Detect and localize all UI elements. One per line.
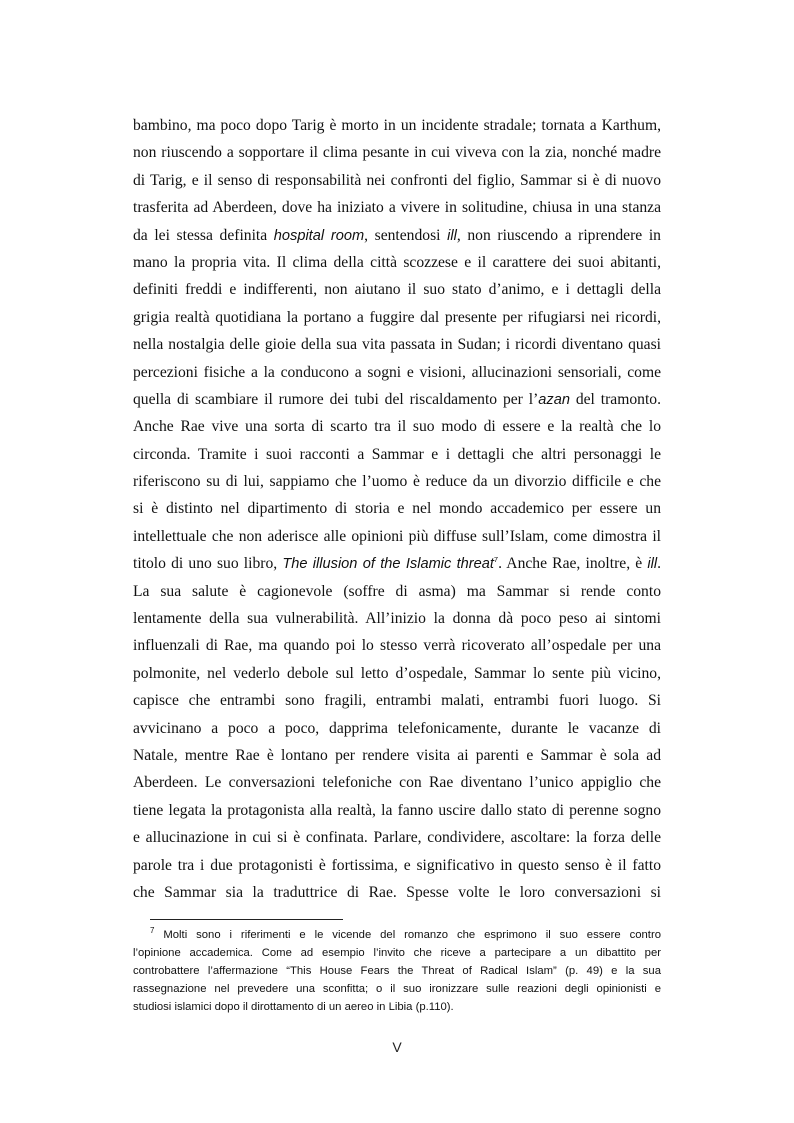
- text-run: , sentendosi: [364, 226, 441, 244]
- text-line: Natale, mentre Rae è lontano per rendere visita ai parenti e Sammar è sola ad: [133, 746, 661, 764]
- text-line: riferiscono su di lui, sappiamo che l’uomo è reduce da un divorzio difficile e che: [133, 473, 661, 491]
- text-line: si è distinto nel dipartimento di storia e nel mondo accademico per essere un: [133, 500, 661, 518]
- text-line: [133, 550, 661, 577]
- text-line: non riuscendo a sopportare il clima pesante in cui viveva con la zia, nonché madre: [133, 144, 661, 162]
- text-line: La sua salute è cagionevole (soffre di asma) ma Sammar si rende conto: [133, 582, 661, 600]
- text-line: nella nostalgia delle gioie della sua vita passata in Sudan; i ricordi diventano quasi: [133, 336, 661, 354]
- text-line: Anche Rae vive una sorta di scarto tra il suo modo di essere e la realtà che lo: [133, 418, 661, 436]
- footnote-number: 7: [150, 926, 155, 936]
- text-line: trasferita ad Aberdeen, dove ha iniziato a vivere in solitudine, chiusa in una stanza: [133, 199, 661, 217]
- text-line: influenzali di Rae, ma quando poi lo stesso verrà ricoverato all’ospedale per una: [133, 637, 661, 655]
- footnote-line: l’opinione accademica. Come ad esempio l’invito che riceve a partecipare a un dibattito per: [133, 946, 661, 959]
- text-run: .: [657, 555, 661, 573]
- footnote-7: [133, 927, 661, 1016]
- text-line: mano la propria vita. Il clima della città scozzese e il carattere dei suoi abitanti,: [133, 253, 661, 271]
- italic-term-azan: azan: [538, 391, 570, 408]
- italic-term-ill: ill: [647, 556, 658, 573]
- text-run: quella di scambiare il rumore dei tubi del riscaldamento per l’: [133, 390, 539, 408]
- text-run: del tramonto.: [575, 390, 661, 408]
- text-line: Aberdeen. Le conversazioni telefoniche con Rae diventano l’unico appiglio che: [133, 774, 661, 792]
- text-line: avvicinano a poco a poco, dapprima telefonicamente, durante le vacanze di: [133, 719, 661, 737]
- footnote-line: [133, 927, 661, 945]
- text-line: che Sammar sia la traduttrice di Rae. Spesse volte le loro conversazioni si: [133, 883, 661, 901]
- footnote-line: studiosi islamici dopo il dirottamento di un aereo in Libia (p.110).: [133, 1000, 454, 1013]
- page-number: V: [392, 1039, 402, 1055]
- italic-term-hospital-room: hospital room: [273, 227, 365, 244]
- text-line: polmonite, nel vederlo debole sul letto d’ospedale, Sammar lo sente più vicino,: [133, 664, 661, 682]
- footnote-separator: [150, 919, 343, 920]
- text-line: e allucinazione in cui si è confinata. Parlare, condividere, ascoltare: la forza delle: [133, 829, 661, 847]
- text-line: capisce che entrambi sono fragili, entrambi malati, entrambi fuori luogo. Si: [133, 692, 661, 710]
- footnote-line: controbattere l’affermazione “This House Fears the Threat of Radical Islam” (p. 49) e la sua: [133, 964, 661, 977]
- text-run: da lei stessa definita: [133, 226, 268, 244]
- text-line: circonda. Tramite i suoi racconti a Sammar e i dettagli che altri personaggi le: [133, 445, 661, 463]
- text-line: di Tarig, e il senso di responsabilità nei confronti del figlio, Sammar si è di nuovo: [133, 171, 661, 189]
- text-run: titolo di uno suo libro,: [133, 555, 278, 573]
- text-line: parole tra i due protagonisti è fortissima, e significativo in questo senso è il fatto: [133, 856, 661, 874]
- text-line: intellettuale che non aderisce alle opinioni più diffuse sull’Islam, come dimostra il: [133, 527, 661, 545]
- text-run: , non riuscendo a riprendere in: [456, 226, 661, 244]
- body-text: [133, 112, 661, 906]
- text-line: [133, 386, 661, 413]
- text-line: percezioni fisiche a la conducono a sogni e visioni, allucinazioni sensoriali, come: [133, 363, 661, 381]
- text-line: definiti freddi e indifferenti, non aiutano il suo stato d’animo, e i dettagli della: [133, 281, 661, 299]
- text-run: Molti sono i riferimenti e le vicende del romanzo che esprimono il suo essere contro: [163, 929, 661, 941]
- text-line: lentamente della sua vulnerabilità. All’inizio la donna dà poco peso ai sintomi: [133, 610, 661, 628]
- footnote-reference: 7: [493, 555, 499, 565]
- italic-term-ill: ill: [447, 227, 457, 244]
- italic-book-title: The illusion of the Islamic threat: [282, 556, 494, 573]
- text-line: [133, 222, 661, 249]
- text-line: bambino, ma poco dopo Tarig è morto in un incidente stradale; tornata a Karthum,: [133, 117, 661, 134]
- text-run: . Anche Rae, inoltre, è: [498, 555, 643, 573]
- footnote-line: rassegnazione nel prevedere una sconfitta; o il suo ironizzare sulle reazioni degli opinionisti e: [133, 982, 661, 995]
- text-line: tiene legata la protagonista alla realtà, la fanno uscire dallo stato di perenne sogno: [133, 801, 661, 819]
- text-line: grigia realtà quotidiana la portano a fuggire dal presente per rifugiarsi nei ricordi,: [133, 308, 661, 326]
